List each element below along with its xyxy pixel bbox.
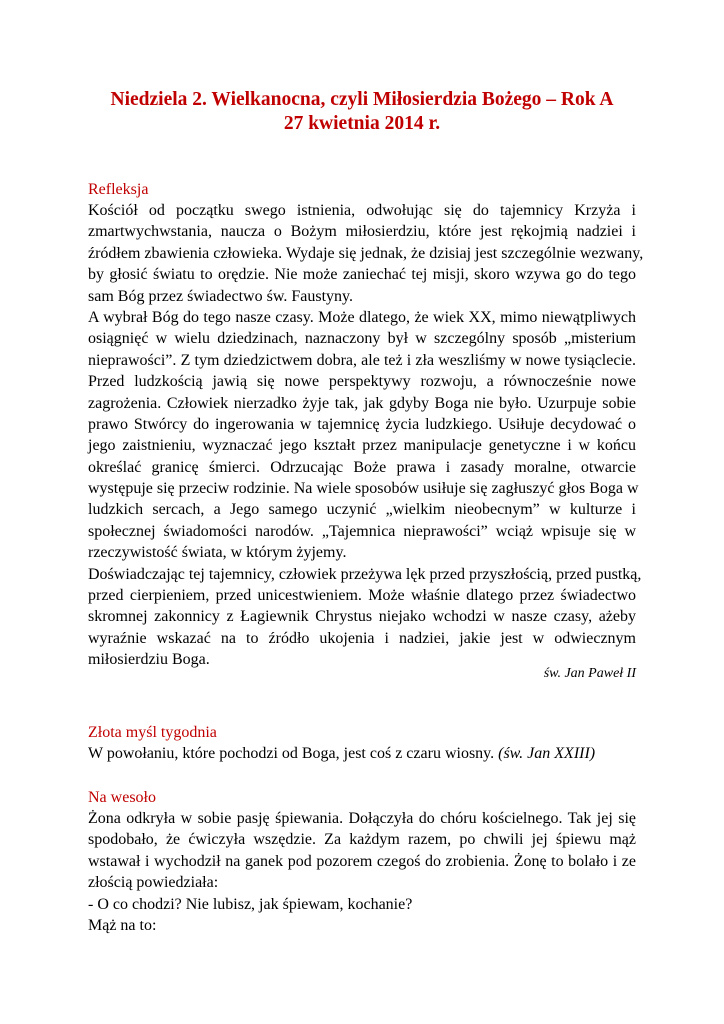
paragraph-line: miłosierdziu Boga.: [88, 651, 210, 669]
paragraph-line: zmartwychwstania, naucza o Bożym miłosierdziu, które jest rękojmią nadziei i: [88, 223, 636, 241]
paragraph-line: prawo Stwórcy do ingerowania w tajemnicę życia ludzkiego. Usiłuje decydować o: [88, 415, 636, 433]
paragraph-line: wyraźnie wskazać na to źródło ukojenia i nadziei, jakie jest w odwiecznym: [88, 629, 636, 647]
refleksja-body: [88, 200, 644, 671]
title-line-1: Niedziela 2. Wielkanocna, czyli Miłosierdzia Bożego – Rok A: [110, 89, 614, 110]
paragraph-line: złością powiedziała:: [88, 874, 219, 892]
paragraph-line: społecznej świadomości narodów. „Tajemnica nieprawości” wciąż wpisuje się w: [88, 522, 636, 540]
paragraph-line: występuje się przeciw rodzinie. Na wiele sposobów usiłuje się zagłuszyć głos Boga w: [88, 480, 639, 498]
paragraph-line: ludzkich sercach, a Jego samego uczynić „wielkim nieobecnym” w kulturze i: [88, 501, 636, 519]
quote-text: W powołaniu, które pochodzi od Boga, jest coś z czaru wiosny.: [88, 745, 499, 762]
na-wesolo-body: [88, 808, 636, 936]
section-heading-na-wesolo: Na wesoło: [88, 789, 156, 806]
paragraph-line: Doświadczając tej tajemnicy, człowiek przeżywa lęk przed przyszłością, przed pustką,: [88, 565, 642, 583]
paragraph-line: wstawał i wychodził na ganek pod pozorem czegoś do zrobienia. Żonę to bolało i ze: [88, 852, 636, 870]
page-title: [88, 88, 636, 136]
paragraph-line: rzeczywistość świata, w którym żyjemy.: [88, 544, 347, 562]
title-line-2: 27 kwietnia 2014 r.: [283, 113, 441, 134]
paragraph-line: nieprawości”. Z tym dziedzictwem dobra, ale też i zła weszliśmy w nowe tysiąclecie.: [88, 351, 636, 369]
paragraph-line: spodobało, że ćwiczyła wszędzie. Za każdym razem, po chwili jej śpiewu mąż: [88, 831, 636, 849]
paragraph-line: A wybrał Bóg do tego nasze czasy. Może dlatego, że wiek XX, mimo niewątpliwych: [88, 308, 636, 326]
paragraph-line: Przed ludzkością jawią się nowe perspektywy rozwoju, a równocześnie nowe: [88, 373, 636, 391]
quote-line: [88, 743, 636, 764]
paragraph-line: zagrożenia. Człowiek nierzadko żyje tak, jak gdyby Boga nie było. Uzurpuje sobie: [88, 394, 636, 412]
paragraph-line: skromnej zakonnicy z Łagiewnik Chrystus niejako wchodzi w nasze czasy, ażeby: [88, 608, 636, 626]
signature: św. Jan Paweł II: [543, 666, 636, 681]
paragraph-line: źródłem zbawienia człowieka. Wydaje się jednak, że dzisiaj jest szczególnie wezwany,: [88, 244, 644, 262]
paragraph-line: przed cierpieniem, przed unicestwieniem. Może właśnie dlatego przez świadectwo: [88, 587, 636, 605]
dialogue-line: - O co chodzi? Nie lubisz, jak śpiewam, kochanie?: [88, 895, 413, 913]
quote-source: (św. Jan XXIII): [498, 745, 596, 762]
zlota-mysl-body: [88, 743, 636, 764]
paragraph-line: określać granicę śmierci. Odrzucając Boże prawa i zasady moralne, otwarcie: [88, 458, 636, 476]
dialogue-line: Mąż na to:: [88, 916, 157, 934]
paragraph-line: jego zaistnieniu, wyznaczać jego kształt przez manipulacje genetyczne i w końcu: [88, 437, 636, 455]
paragraph-line: by głosić światu to orędzie. Nie może zaniechać tej misji, skoro wzywa go do tego: [88, 266, 636, 284]
paragraph-line: Kościół od początku swego istnienia, odwołując się do tajemnicy Krzyża i: [88, 202, 636, 219]
section-heading-refleksja: Refleksja: [88, 181, 149, 198]
paragraph-line: Żona odkryła w sobie pasję śpiewania. Dołączyła do chóru kościelnego. Tak jej się: [88, 810, 636, 827]
paragraph-line: osiągnięć w wielu dziedzinach, naznaczony był w szczególny sposób „misterium: [88, 330, 636, 348]
paragraph-line: sam Bóg przez świadectwo św. Faustyny.: [88, 287, 353, 305]
section-heading-zlota-mysl: Złota myśl tygodnia: [88, 724, 217, 741]
